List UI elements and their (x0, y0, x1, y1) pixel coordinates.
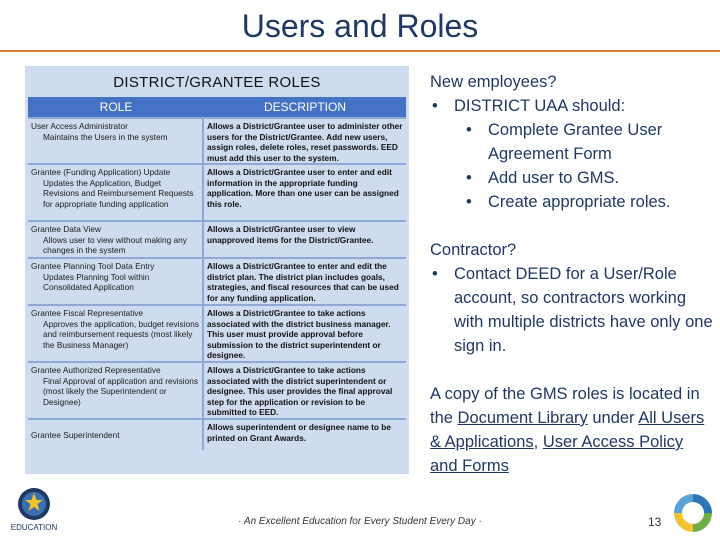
role-name: Grantee Superintendent (31, 430, 120, 440)
table-row (28, 163, 406, 220)
role-cell (28, 119, 204, 163)
role-name: User Access Administrator (31, 121, 128, 131)
title-divider (0, 50, 720, 52)
user-access-policy-link[interactable]: User Access Policy and Forms (430, 433, 684, 475)
district-item-1: • Complete Grantee User Agreement Form (430, 118, 715, 166)
header-role: ROLE (99, 100, 133, 114)
all-users-applications-link[interactable]: All Users & Applications (430, 409, 705, 451)
table-row (28, 257, 406, 304)
description-cell: Allows a District/Grantee user to enter and edit information in the appropriate funding application. More than one user can be assigned this role. (207, 167, 399, 209)
description-cell: Allows a District/Grantee to take actions associated with the district business manager. This user must provide approval before submission to the district superintendent or designee. (207, 308, 391, 360)
slide-title: Users and Roles (241, 8, 479, 44)
description-cell: Allows a District/Grantee to enter and edit the district plan. The district plan includes goals, strategies, and fiscal resources that can be used for any funding application. (207, 261, 399, 303)
document-library-link[interactable]: Document Library (457, 409, 588, 427)
table-row (28, 220, 406, 257)
swirl-logo (670, 490, 716, 536)
contractor-heading: Contractor? (430, 241, 517, 259)
role-name: Grantee Planning Tool Data Entry (31, 261, 155, 271)
role-detail: Final Approval of application and revisions (most likely the Superintendent or Designee) (43, 375, 198, 407)
table-row (28, 304, 406, 361)
gms-roles-note: A copy of the GMS roles is located in the Document Library under All Users & Applications, User Access Policy and Forms (430, 385, 705, 475)
description-cell: Allows a District/Grantee to take actions associated with the district superintendent or designee. This user provides the final approval step for the application or revision to be submitted to EED. (207, 365, 393, 417)
role-detail: Allows user to view without making any changes in the system (43, 234, 187, 255)
role-cell (28, 306, 204, 361)
role-detail: Maintains the Users in the system (43, 131, 168, 142)
description-cell: Allows a District/Grantee user to view unapproved items for the District/Grantee. (207, 224, 374, 245)
table-row (28, 361, 406, 418)
district-item-3: • Create appropriate roles. (430, 190, 715, 214)
footer-slogan: · An Excellent Education for Every Student Every Day · (238, 516, 482, 527)
description-cell: Allows superintendent or designee name to be printed on Grant Awards. (207, 422, 391, 443)
role-name: Grantee (Funding Application) Update (31, 167, 171, 177)
role-detail: Approves the application, budget revisions and reimbursement requests (most likely the Business Manager) (43, 318, 199, 350)
role-detail: Updates Planning Tool within Consolidated Application (43, 271, 150, 292)
education-department-logo (8, 486, 60, 536)
role-cell (28, 420, 204, 450)
role-name: Grantee Data View (31, 224, 101, 234)
description-cell: Allows a District/Grantee user to administer other users for the District/Grantee. Add new users, assign roles, delete roles, reset passwords. EED must add this user to the system. (207, 121, 403, 163)
page-number: 13 (648, 515, 662, 529)
table-row (28, 418, 406, 450)
role-cell (28, 363, 204, 418)
right-text-panel (430, 70, 715, 478)
logo-wordmark: EDUCATION (10, 523, 58, 532)
role-detail: Updates the Application, Budget Revisions and Reimbursement Requests for appropriate funding application (43, 177, 194, 209)
role-cell (28, 222, 204, 257)
table-row (28, 117, 406, 163)
role-name: Grantee Authorized Representative (31, 365, 161, 375)
contractor-bullet: • Contact DEED for a User/Role account, so contractors working with multiple districts have only one sign in. (430, 262, 715, 358)
table-header (28, 97, 406, 117)
district-item-2: • Add user to GMS. (430, 166, 715, 190)
header-description: DESCRIPTION (263, 100, 346, 114)
role-cell (28, 165, 204, 220)
role-cell (28, 259, 204, 304)
district-uaa-bullet: • DISTRICT UAA should: (430, 94, 715, 118)
roles-table (25, 66, 409, 474)
new-employees-heading: New employees? (430, 73, 557, 91)
table-title: DISTRICT/GRANTEE ROLES (113, 74, 321, 91)
role-name: Grantee Fiscal Representative (31, 308, 144, 318)
